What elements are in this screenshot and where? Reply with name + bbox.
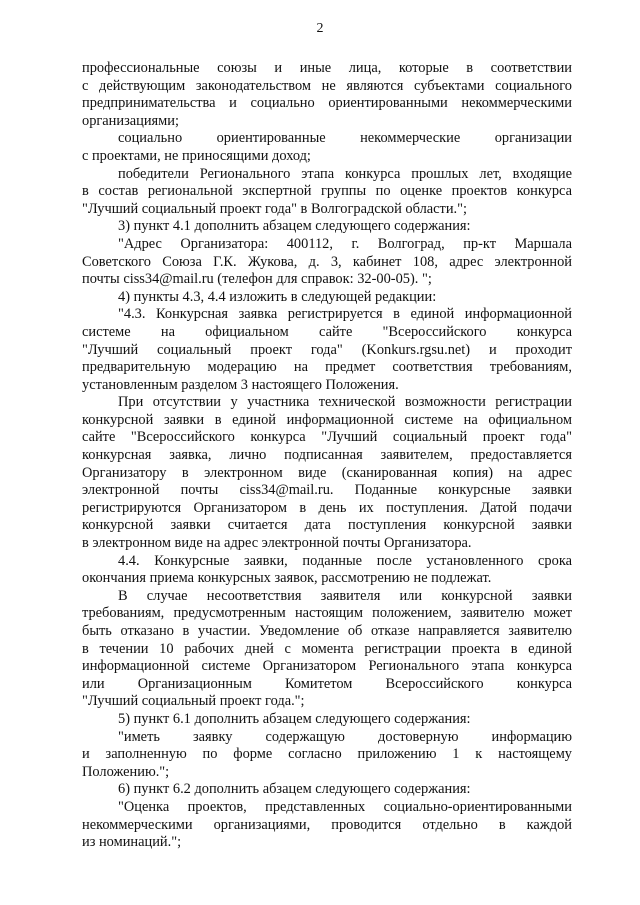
text-line: "Оценка проектов, представленных социально-ориентированными xyxy=(118,798,572,815)
document-body xyxy=(82,60,572,852)
text-line: окончания приема конкурсных заявок, рассмотрению не подлежат. xyxy=(82,570,492,587)
text-line: социально ориентированные некоммерческие организации xyxy=(118,130,572,147)
text-line: "Лучший социальный проект года."; xyxy=(82,693,305,710)
text-line: "иметь заявку содержащую достоверную информацию xyxy=(118,728,572,745)
text-line: с действующим законодательством не являются субъектами социального xyxy=(82,77,572,94)
text-line: организациями; xyxy=(82,112,179,129)
text-line: "Лучший социальный проект года" в Волгоградской области."; xyxy=(82,200,467,217)
text-line: системе на официальном сайте "Всероссийского конкурса xyxy=(82,323,572,340)
text-line: быть отказано в участии. Уведомление об отказе направляется заявителю xyxy=(82,623,572,639)
text-line: При отсутствии у участника технической возможности регистрации xyxy=(118,394,572,411)
text-line: победители Регионального этапа конкурса прошлых лет, входящие xyxy=(118,165,572,182)
text-line: некоммерческими организациями, проводится отдельно в каждой xyxy=(82,816,572,833)
text-line: 4.4. Конкурсные заявки, поданные после установленного срока xyxy=(118,552,572,569)
text-line: "4.3. Конкурсная заявка регистрируется в единой информационной xyxy=(118,306,572,323)
text-line: с проектами, не приносящими доход; xyxy=(82,147,311,164)
text-line: 6) пункт 6.2 дополнить абзацем следующего содержания: xyxy=(118,781,471,798)
text-line: 5) пункт 6.1 дополнить абзацем следующего содержания: xyxy=(118,710,471,727)
text-line: электронной почты ciss34@mail.ru. Поданные конкурсные заявки xyxy=(82,482,572,499)
text-line: В случае несоответствия заявителя или конкурсной заявки xyxy=(118,587,572,604)
text-line: в течении 10 рабочих дней с момента регистрации проекта в единой xyxy=(82,640,572,657)
text-line: конкурсной заявки в единой информационной системе на официальном xyxy=(82,411,572,428)
page-number: 2 xyxy=(316,21,324,36)
text-line: информационной системе Организатором Регионального этапа конкурса xyxy=(82,658,572,675)
text-line: из номинаций."; xyxy=(82,834,182,851)
text-line: Советского Союза Г.К. Жукова, д. 3, кабинет 108, адрес электронной xyxy=(82,253,572,270)
text-line: конкурсной заявки считается дата поступления конкурсной заявки xyxy=(82,517,572,534)
text-line: или Организационным Комитетом Всероссийского конкурса xyxy=(82,675,572,692)
text-line: Организатору в электронном виде (сканированная копия) на адрес xyxy=(82,464,572,481)
text-line: 4) пункты 4.3, 4.4 изложить в следующей редакции: xyxy=(118,288,437,305)
text-line: "Адрес Организатора: 400112, г. Волгоград, пр-кт Маршала xyxy=(118,235,572,252)
text-line: требованиям, предусмотренным настоящим положением, заявителю может xyxy=(82,605,572,622)
text-line: 3) пункт 4.1 дополнить абзацем следующего содержания: xyxy=(118,218,471,235)
text-line: конкурсная заявка, лично подписанная заявителем, предоставляется xyxy=(82,447,572,464)
text-line: в электронном виде на адрес электронной почты Организатора. xyxy=(82,535,472,552)
text-line: установленным разделом 3 настоящего Положения. xyxy=(82,376,399,393)
text-line: сайте "Всероссийского конкурса "Лучший социальный проект года" xyxy=(82,429,572,446)
text-line: почты ciss34@mail.ru (телефон для справок: 32-00-05). "; xyxy=(82,271,432,288)
text-line: предварительную модерацию на предмет соответствия требованиям, xyxy=(82,359,572,376)
text-line: регистрируются Организатором в день их поступления. Датой подачи xyxy=(82,499,572,516)
text-line: "Лучший социальный проект года" (Konkurs.rgsu.net) и проходит xyxy=(82,341,572,358)
text-line: профессиональные союзы и иные лица, которые в соответствии xyxy=(82,60,572,76)
text-line: Положению."; xyxy=(82,763,170,780)
text-line: в состав региональной экспертной группы по оценке проектов конкурса xyxy=(82,183,572,200)
text-line: и заполненную по форме согласно приложению 1 к настоящему xyxy=(82,746,572,763)
text-line: предпринимательства и социально ориентированными некоммерческими xyxy=(82,95,572,112)
